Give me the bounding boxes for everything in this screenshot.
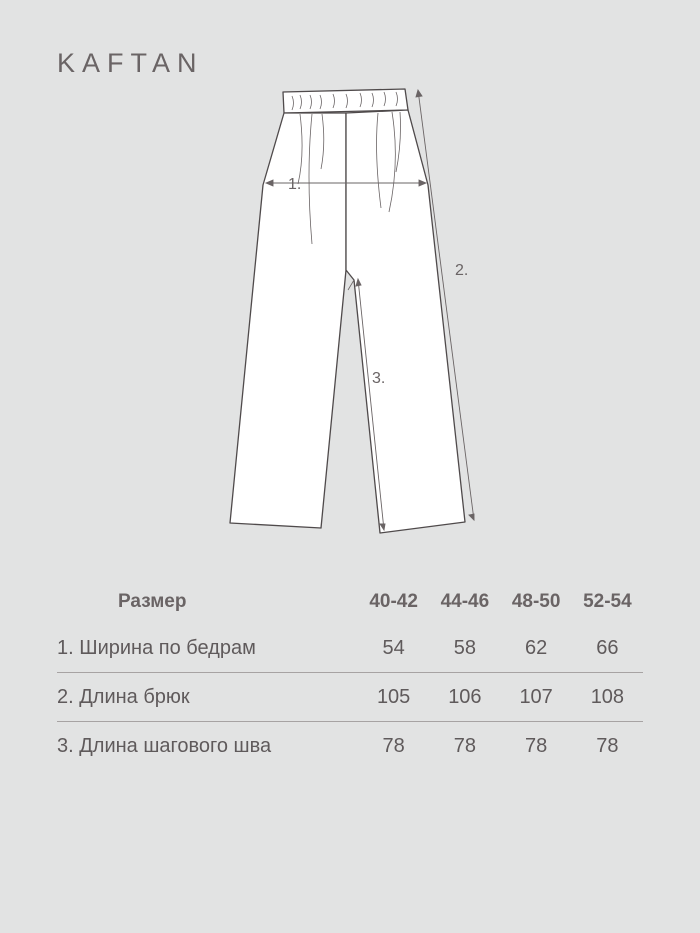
- table-cell: 107: [501, 673, 572, 722]
- table-cell: 108: [572, 673, 643, 722]
- table-row-hip-width: [57, 624, 643, 673]
- row-label: 1. Ширина по бедрам: [57, 636, 256, 659]
- size-table-header: [57, 580, 643, 624]
- table-cell: 106: [429, 673, 500, 722]
- table-cell: 62: [525, 636, 548, 659]
- table-row-length: [57, 673, 643, 722]
- header-size-3: 48-50: [511, 591, 561, 612]
- header-size-2: 44-46: [440, 591, 490, 612]
- table-cell: 66: [596, 636, 619, 659]
- row-label: 2. Длина брюк: [57, 673, 358, 722]
- table-cell: 78: [572, 722, 643, 771]
- label-hip-width: 1.: [288, 176, 302, 193]
- table-cell: 78: [358, 722, 429, 771]
- size-table: [57, 580, 643, 770]
- row-label: 3. Длина шагового шва: [57, 722, 358, 771]
- right-leg: [346, 110, 465, 533]
- table-cell: 105: [358, 673, 429, 722]
- table-cell: 58: [453, 636, 476, 659]
- table-cell: 78: [429, 722, 500, 771]
- header-size-4: 52-54: [583, 591, 632, 612]
- header-size-1: 40-42: [369, 591, 418, 612]
- brand-logo: KAFTAN: [57, 48, 204, 78]
- label-inseam: 3.: [372, 370, 386, 387]
- table-cell: 78: [501, 722, 572, 771]
- table-row-inseam: [57, 722, 643, 771]
- header-size-label: Размер: [118, 591, 187, 612]
- label-length: 2.: [455, 262, 469, 279]
- table-cell: 54: [382, 636, 405, 659]
